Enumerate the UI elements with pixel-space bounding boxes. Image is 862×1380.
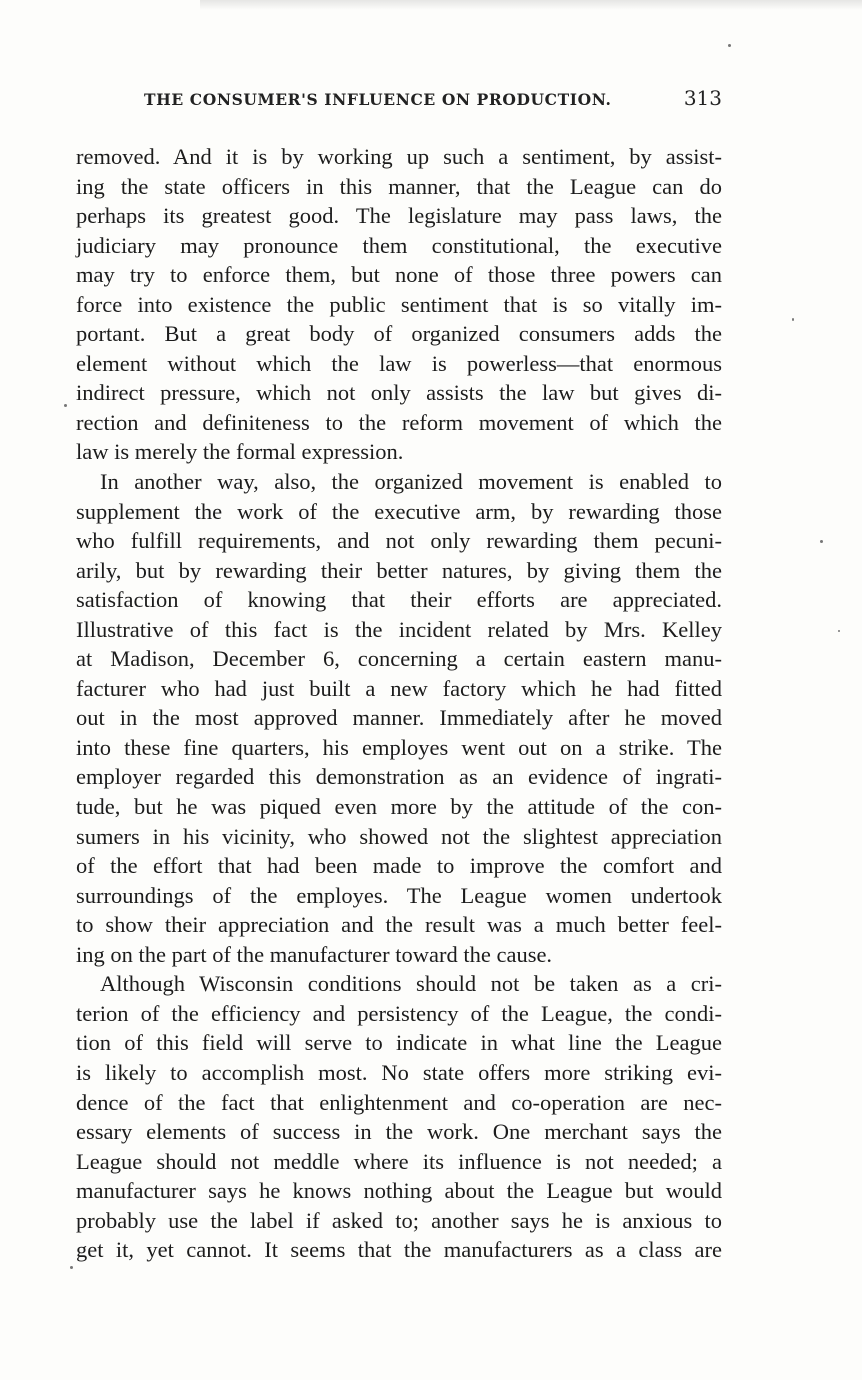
text-line: essary elements of success in the work. One merchant says the — [76, 1119, 722, 1145]
text-line: into these fine quarters, his employes went out on a strike. The — [76, 734, 722, 760]
text-line: force into existence the public sentiment that is so vitally im- — [76, 291, 722, 317]
text-line: arily, but by rewarding their better natures, by giving them the — [76, 557, 722, 583]
ink-speck — [820, 540, 823, 543]
text-line: tion of this field will serve to indicate in what line the League — [76, 1030, 722, 1056]
text-line: tude, but he was piqued even more by the attitude of the con- — [76, 794, 722, 820]
text-line: League should not meddle where its influence is not needed; a — [76, 1148, 722, 1174]
text-line: get it, yet cannot. It seems that the manufacturers as a class are — [76, 1237, 722, 1263]
text-line: terion of the efficiency and persistency of the League, the condi- — [76, 1000, 722, 1026]
text-line: ing the state officers in this manner, that the League can do — [76, 173, 722, 199]
text-line: to show their appreciation and the result was a much better feel- — [76, 912, 722, 938]
text-line: Illustrative of this fact is the incident related by Mrs. Kelley — [76, 616, 722, 642]
text-line: sumers in his vicinity, who showed not the slightest appreciation — [76, 823, 722, 849]
text-line: at Madison, December 6, concerning a certain eastern manu- — [76, 646, 722, 672]
text-line: rection and definiteness to the reform movement of which the — [76, 409, 722, 435]
text-line: removed. And it is by working up such a sentiment, by assist- — [76, 144, 722, 169]
scan-edge-shadow — [200, 0, 862, 10]
text-line: out in the most approved manner. Immediately after he moved — [76, 705, 722, 731]
text-line: facturer who had just built a new factory which he had fitted — [76, 675, 722, 701]
ink-speck — [728, 44, 731, 47]
running-head — [76, 86, 722, 118]
text-line: who fulfill requirements, and not only rewarding them pecuni- — [76, 528, 722, 554]
ink-speck — [792, 318, 794, 321]
text-line: manufacturer says he knows nothing about the League but would — [76, 1178, 722, 1204]
ink-speck — [70, 1266, 73, 1269]
text-line: In another way, also, the organized movement is enabled to — [100, 469, 722, 495]
text-line: perhaps its greatest good. The legislature may pass laws, the — [76, 203, 722, 229]
text-line: satisfaction of knowing that their efforts are appreciated. — [76, 587, 722, 613]
text-line: probably use the label if asked to; another says he is anxious to — [76, 1207, 722, 1233]
text-line: indirect pressure, which not only assists the law but gives di- — [76, 380, 722, 406]
text-line: element without which the law is powerless—that enormous — [76, 350, 722, 376]
text-line: is likely to accomplish most. No state offers more striking evi- — [76, 1059, 722, 1085]
text-line: dence of the fact that enlightenment and co-operation are nec- — [76, 1089, 722, 1115]
text-line: law is merely the formal expression. — [76, 439, 404, 465]
ink-speck — [838, 630, 840, 632]
text-line: employer regarded this demonstration as an evidence of ingrati- — [76, 764, 722, 790]
text-line: of the effort that had been made to improve the comfort and — [76, 853, 722, 879]
text-line: ing on the part of the manufacturer toward the cause. — [76, 941, 553, 967]
text-line: Although Wisconsin conditions should not be taken as a cri- — [100, 971, 722, 997]
page-number: 313 — [683, 86, 722, 110]
ink-speck — [64, 404, 67, 407]
text-line: judiciary may pronounce them constitutional, the executive — [76, 232, 722, 258]
text-line: may try to enforce them, but none of those three powers can — [76, 262, 722, 288]
body-text — [76, 142, 722, 1265]
text-line: supplement the work of the executive arm, by rewarding those — [76, 498, 722, 524]
text-line: portant. But a great body of organized consumers adds the — [76, 321, 722, 347]
running-title: THE CONSUMER'S INFLUENCE ON PRODUCTION. — [144, 90, 612, 109]
text-line: surroundings of the employes. The League women undertook — [76, 882, 722, 908]
